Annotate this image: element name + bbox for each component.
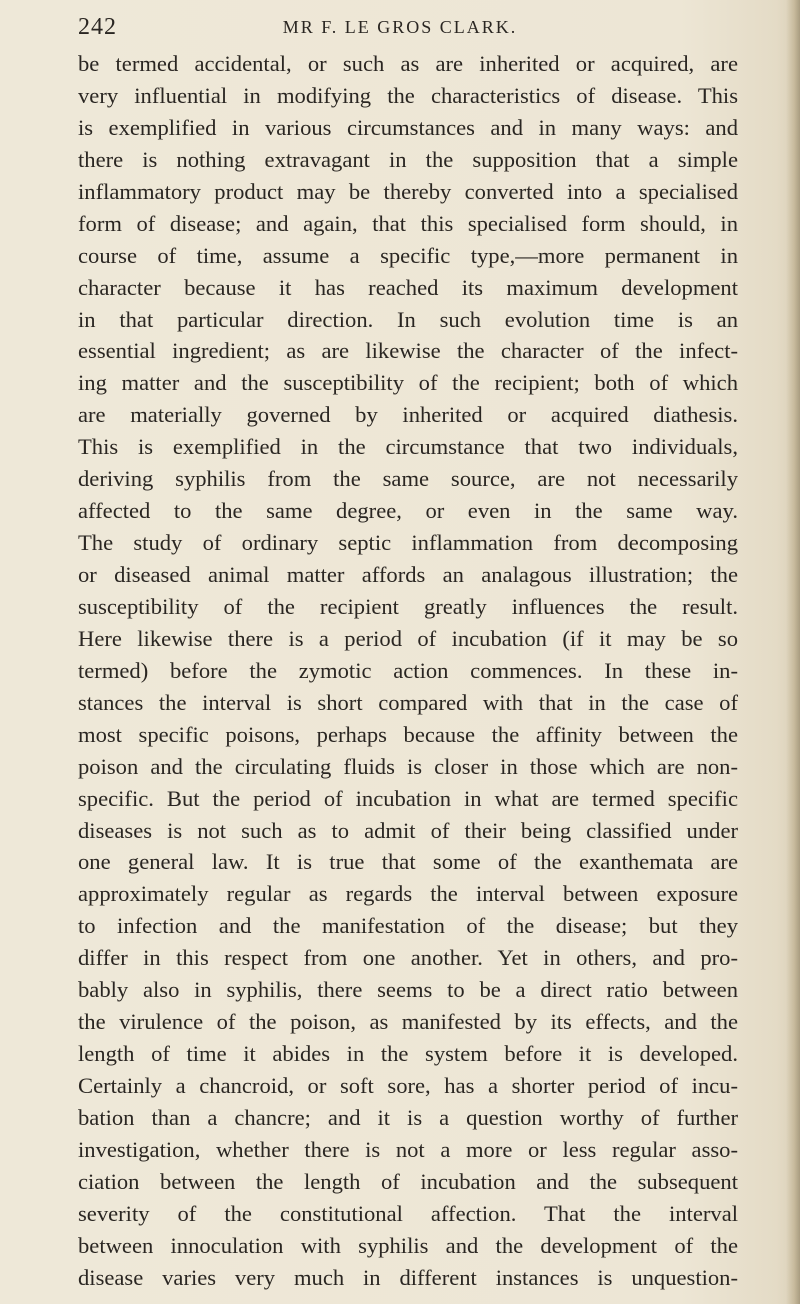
text-line: ciation between the length of incubation and the subsequent — [78, 1168, 738, 1194]
text-line: to infection and the manifestation of the disease; but they — [78, 913, 738, 939]
text-line: severity of the constitutional affection. That the interval — [78, 1200, 738, 1226]
text-line: very influential in modifying the characteristics of disease. This — [78, 82, 738, 108]
body-text — [78, 48, 738, 1294]
text-line: stances the interval is short compared with that in the case of — [78, 689, 738, 715]
text-line: length of time it abides in the system before it is developed. — [78, 1041, 738, 1067]
text-line: Here likewise there is a period of incubation (if it may be so — [78, 625, 738, 651]
text-line: differ in this respect from one another. Yet in others, and pro- — [78, 945, 738, 971]
text-line: be termed accidental, or such as are inherited or acquired, are — [78, 51, 738, 76]
text-line: ing matter and the susceptibility of the recipient; both of which — [78, 370, 738, 396]
text-line: The study of ordinary septic inflammation from decomposing — [78, 530, 738, 556]
text-line: specific. But the period of incubation in what are termed specific — [78, 785, 738, 811]
text-line: investigation, whether there is not a more or less regular asso- — [78, 1136, 738, 1162]
text-line: susceptibility of the recipient greatly influences the result. — [78, 593, 738, 619]
text-line: poison and the circulating fluids is closer in those which are non- — [78, 753, 738, 779]
text-line: This is exemplified in the circumstance that two individuals, — [78, 434, 738, 460]
text-line: the virulence of the poison, as manifested by its effects, and the — [78, 1009, 738, 1035]
text-line: bation than a chancre; and it is a question worthy of further — [78, 1104, 738, 1130]
text-line: in that particular direction. In such evolution time is an — [78, 306, 738, 332]
page-header — [0, 0, 800, 40]
text-line: deriving syphilis from the same source, are not necessarily — [78, 466, 738, 492]
text-line: diseases is not such as to admit of their being classified under — [78, 817, 738, 843]
text-line: Certainly a chancroid, or soft sore, has a shorter period of incu- — [78, 1073, 738, 1098]
text-line: essential ingredient; as are likewise the character of the infect- — [78, 338, 738, 364]
text-line: termed) before the zymotic action commences. In these in- — [78, 657, 738, 683]
text-line: are materially governed by inherited or acquired diathesis. — [78, 402, 738, 428]
text-line: inflammatory product may be thereby converted into a specialised — [78, 178, 738, 204]
text-line: one general law. It is true that some of the exanthemata are — [78, 849, 738, 875]
text-line: course of time, assume a specific type,—more permanent in — [78, 242, 738, 268]
text-line: disease varies very much in different instances is unquestion- — [78, 1264, 738, 1290]
text-line: bably also in syphilis, there seems to be a direct ratio between — [78, 977, 738, 1003]
text-line: between innoculation with syphilis and the development of the — [78, 1232, 738, 1258]
text-line: most specific poisons, perhaps because the affinity between the — [78, 721, 738, 747]
text-line: approximately regular as regards the interval between exposure — [78, 881, 738, 907]
text-line: there is nothing extravagant in the supposition that a simple — [78, 146, 738, 172]
text-line: affected to the same degree, or even in the same way. — [78, 498, 738, 524]
text-line: or diseased animal matter affords an analagous illustration; the — [78, 562, 738, 587]
page-number: 242 — [78, 14, 117, 40]
page-edge-shadow — [786, 0, 800, 1304]
text-line: is exemplified in various circumstances and in many ways: and — [78, 114, 738, 140]
text-line: form of disease; and again, that this specialised form should, in — [78, 210, 738, 236]
text-line: character because it has reached its maximum development — [78, 274, 738, 300]
running-head: MR F. LE GROS CLARK. — [282, 17, 518, 37]
